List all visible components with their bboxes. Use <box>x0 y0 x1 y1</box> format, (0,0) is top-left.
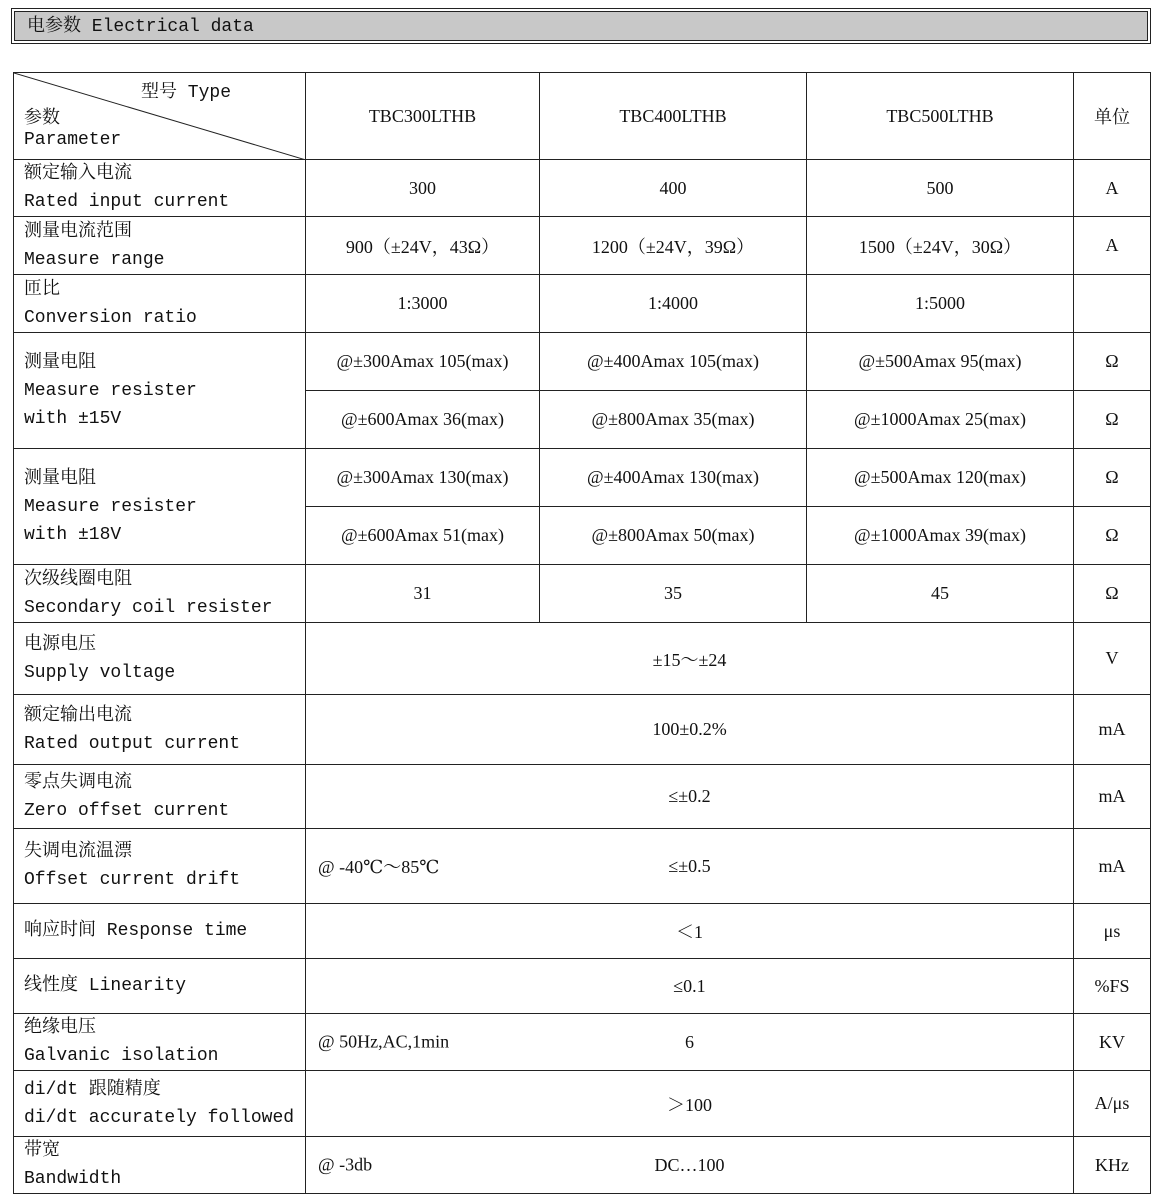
unit-cell <box>1074 275 1151 333</box>
section-header <box>14 11 1148 41</box>
value-cell: @±1000Amax 39(max) <box>807 507 1074 565</box>
value-cell: @±800Amax 50(max) <box>540 507 807 565</box>
unit-cell: KHz <box>1074 1137 1151 1194</box>
param-galvanic-isolation: 绝缘电压 Galvanic isolation <box>14 1014 306 1071</box>
param-response-time: 响应时间 Response time <box>14 904 306 959</box>
value-cell: 1200（±24V，39Ω） <box>540 217 807 275</box>
table-row <box>14 623 1151 695</box>
value-cell: 400 <box>540 160 807 217</box>
value-cell: 100±0.2% <box>306 695 1074 765</box>
value-cell: @±300Amax 130(max) <box>306 449 540 507</box>
param-offset-drift: 失调电流温漂 Offset current drift <box>14 829 306 904</box>
table-row <box>14 449 1151 507</box>
table-row <box>14 695 1151 765</box>
value-cell: 1:5000 <box>807 275 1074 333</box>
value-cell: 45 <box>807 565 1074 623</box>
table-row <box>14 1137 1151 1194</box>
value-cell: ≤0.1 <box>306 959 1074 1014</box>
value-cell: @±500Amax 120(max) <box>807 449 1074 507</box>
table-row <box>14 333 1151 391</box>
unit-cell: Ω <box>1074 565 1151 623</box>
value-cell: @ -3db DC…100 <box>306 1137 1074 1194</box>
unit-cell: V <box>1074 623 1151 695</box>
value-cell: @±400Amax 130(max) <box>540 449 807 507</box>
model-header-2: TBC400LTHB <box>540 73 807 160</box>
section-title: 电参数 Electrical data <box>27 17 254 37</box>
unit-cell: %FS <box>1074 959 1151 1014</box>
value-cell: @±400Amax 105(max) <box>540 333 807 391</box>
value-cell: 1:4000 <box>540 275 807 333</box>
unit-cell: mA <box>1074 765 1151 829</box>
unit-cell: mA <box>1074 695 1151 765</box>
value-cell: @ -40℃～85℃ ≤±0.5 <box>306 829 1074 904</box>
unit-cell: Ω <box>1074 391 1151 449</box>
value-cell: 500 <box>807 160 1074 217</box>
table-header-row <box>14 73 1151 160</box>
value-cell: @±300Amax 105(max) <box>306 333 540 391</box>
unit-cell: μs <box>1074 904 1151 959</box>
value-cell: 300 <box>306 160 540 217</box>
value-cell: 1500（±24V，30Ω） <box>807 217 1074 275</box>
table-row <box>14 565 1151 623</box>
param-measure-range: 测量电流范围 Measure range <box>14 217 306 275</box>
value-cell: 900（±24V，43Ω） <box>306 217 540 275</box>
unit-cell: KV <box>1074 1014 1151 1071</box>
condition-text: @ -3db <box>318 1154 373 1175</box>
param-secondary-coil: 次级线圈电阻 Secondary coil resister <box>14 565 306 623</box>
param-bandwidth: 带宽 Bandwidth <box>14 1137 306 1194</box>
table-row <box>14 904 1151 959</box>
table-row <box>14 160 1151 217</box>
parameter-label-en: Parameter <box>24 130 122 150</box>
param-conversion-ratio: 匝比 Conversion ratio <box>14 275 306 333</box>
value-cell: ＞100 <box>306 1071 1074 1137</box>
param-rated-input: 额定输入电流 Rated input current <box>14 160 306 217</box>
table-row <box>14 959 1151 1014</box>
unit-cell: A <box>1074 160 1151 217</box>
unit-cell: Ω <box>1074 333 1151 391</box>
value-cell: @±800Amax 35(max) <box>540 391 807 449</box>
param-measure-resister-15v: 测量电阻 Measure resister with ±15V <box>14 333 306 449</box>
condition-text: @ 50Hz,AC,1min <box>318 1031 450 1052</box>
condition-text: @ -40℃～85℃ <box>318 857 440 877</box>
type-label: 型号 Type <box>141 83 232 103</box>
value-cell: ±15～±24 <box>306 623 1074 695</box>
param-measure-resister-18v: 测量电阻 Measure resister with ±18V <box>14 449 306 565</box>
unit-cell: Ω <box>1074 507 1151 565</box>
table-row <box>14 1014 1151 1071</box>
corner-header-cell <box>14 73 306 160</box>
value-cell: @±600Amax 51(max) <box>306 507 540 565</box>
value-cell: 35 <box>540 565 807 623</box>
model-header-1: TBC300LTHB <box>306 73 540 160</box>
value-cell: @±500Amax 95(max) <box>807 333 1074 391</box>
parameter-label-cn: 参数 <box>24 109 60 129</box>
value-cell: @ 50Hz,AC,1min 6 <box>306 1014 1074 1071</box>
value-cell: ≤±0.2 <box>306 765 1074 829</box>
unit-cell: A <box>1074 217 1151 275</box>
unit-cell: A/μs <box>1074 1071 1151 1137</box>
param-linearity: 线性度 Linearity <box>14 959 306 1014</box>
value-cell: 31 <box>306 565 540 623</box>
table-row <box>14 829 1151 904</box>
unit-cell: mA <box>1074 829 1151 904</box>
param-didt: di/dt 跟随精度 di/dt accurately followed <box>14 1071 306 1137</box>
model-header-3: TBC500LTHB <box>807 73 1074 160</box>
electrical-data-table <box>13 72 1151 1194</box>
value-cell: 1:3000 <box>306 275 540 333</box>
value-cell: @±1000Amax 25(max) <box>807 391 1074 449</box>
table-row <box>14 765 1151 829</box>
table-row <box>14 1071 1151 1137</box>
unit-header: 单位 <box>1074 73 1151 160</box>
param-zero-offset: 零点失调电流 Zero offset current <box>14 765 306 829</box>
unit-cell: Ω <box>1074 449 1151 507</box>
value-cell: ＜1 <box>306 904 1074 959</box>
value-cell: @±600Amax 36(max) <box>306 391 540 449</box>
param-supply-voltage: 电源电压 Supply voltage <box>14 623 306 695</box>
table-row <box>14 275 1151 333</box>
param-rated-output: 额定输出电流 Rated output current <box>14 695 306 765</box>
table-row <box>14 217 1151 275</box>
